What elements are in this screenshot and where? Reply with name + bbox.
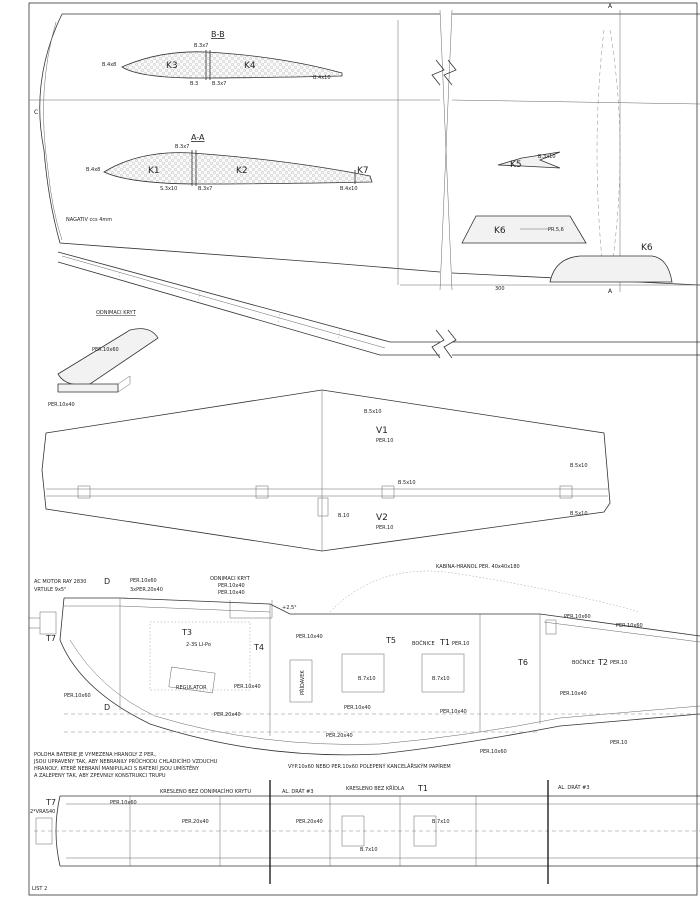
aa-label-1: B.3x7 <box>175 144 190 150</box>
top-per20x40-b: PER.20x40 <box>296 819 323 825</box>
tail-b5x10-c: B.5x10 <box>398 480 416 486</box>
per10x60-c: PER.10x60 <box>616 623 643 629</box>
dim-300: 300 <box>495 286 505 292</box>
t7-label: T7 <box>46 634 56 643</box>
k6-dim: PR.5,6 <box>548 227 564 233</box>
k5-dim: B.3x10 <box>538 154 556 160</box>
tail-b5x10-d: B.5x10 <box>570 511 588 517</box>
section-bb-title: B-B <box>211 30 225 39</box>
per10x40-d: PER.10x40 <box>560 691 587 697</box>
cover-label-2: PER.10x40 <box>48 402 75 408</box>
k6-side-label: K6 <box>641 243 653 253</box>
aa-label-k7: K7 <box>357 166 369 176</box>
t1-top-label: T1 <box>418 784 428 793</box>
pridavek-label: PŘÍDAVEK <box>300 670 306 695</box>
k6-label: K6 <box>494 226 506 236</box>
per10x60-a: PER.10x60 <box>64 693 91 699</box>
bb-label-1: B.3x7 <box>194 43 209 49</box>
aa-label-6: B.3x7 <box>198 186 213 192</box>
t1-per: PER.10 <box>452 641 470 647</box>
per10-end: PER.10 <box>610 740 628 746</box>
parts-k5-k6 <box>462 152 672 282</box>
motor-label-2: VRTULE 9x5" <box>34 587 67 593</box>
section-aa-title: A-A <box>191 133 205 142</box>
fuselage-top <box>30 780 700 884</box>
top-b7x10-a: B.7x10 <box>432 819 450 825</box>
bb-label-6: B.4x10 <box>313 75 331 81</box>
mark-a-top: A <box>608 3 613 10</box>
tail-b10: B.10 <box>338 513 350 519</box>
kryt-b: PER.10x40 <box>218 590 245 596</box>
cover-title: ODNIMACI KRYT <box>96 310 136 316</box>
wing-planform <box>29 3 700 295</box>
cover-label-1: PER.10x60 <box>92 347 119 353</box>
per10x40-c: PER.10x40 <box>440 709 467 715</box>
t3-label: T3 <box>182 628 192 637</box>
mark-c: C <box>34 109 39 116</box>
bb-label-5: B.3x7 <box>212 81 227 87</box>
t3-battery: 2-3S LI-Po <box>186 642 211 648</box>
aa-label-0: B.4x8 <box>86 167 101 173</box>
tail-b5x10-a: B.5x10 <box>364 409 382 415</box>
aa-label-7: B.4x10 <box>340 186 358 192</box>
al-wire-1: AL. DRÁT #3 <box>282 789 314 795</box>
aa-label-5: S.3x10 <box>160 186 178 192</box>
tail-b5x10-b: B.5x10 <box>570 463 588 469</box>
negative-note: NAGATIV ccs 4mm <box>66 217 113 223</box>
bb-label-k3: K3 <box>166 61 178 71</box>
sheet-number: LIST 2 <box>32 886 48 892</box>
spar-3x: 3xPER.20x40 <box>130 587 163 593</box>
t5-label: T5 <box>386 636 396 645</box>
b7x10-side-a: B.7x10 <box>358 676 376 682</box>
top-left-label: 2*VRAS40 <box>30 809 56 815</box>
t4-label: T4 <box>254 643 264 652</box>
aa-label-k2: K2 <box>236 166 248 176</box>
kryt-a: PER.10x40 <box>218 583 245 589</box>
t4-per: PER.10x40 <box>296 634 323 640</box>
bocnice-t1: BOČNICE <box>412 641 435 647</box>
fuselage-side <box>28 564 700 779</box>
removable-cover <box>48 310 158 408</box>
bb-label-4: B.3 <box>190 81 199 87</box>
mark-a-bottom: A <box>608 288 613 295</box>
k5-label: K5 <box>510 160 522 170</box>
v2-label: V2 <box>376 513 388 523</box>
bb-label-0: B.4x8 <box>102 62 117 68</box>
bb-label-k4: K4 <box>244 61 256 71</box>
b7x10-side-b: B.7x10 <box>432 676 450 682</box>
v2-per: PER.10 <box>376 525 394 531</box>
top-b7x10-b: B.7x10 <box>360 847 378 853</box>
per10x40-a: PER.10x40 <box>234 684 261 690</box>
section-aa <box>86 133 372 192</box>
note-line-3: HRANOLY, KTERÉ NEBRANÍ MANIPULACI S BATERIÍ JSOU UMÍSTĚNY <box>34 766 199 772</box>
kabina-label: KABINA-HRANOL PER. 40x40x180 <box>436 564 520 570</box>
per10x40-b: PER.10x40 <box>344 705 371 711</box>
t2-per: PER.10 <box>610 660 628 666</box>
vyp-note: VYP.10x60 NEBO PER.10x60 POLEPENÝ KANCELÁŘSKÝM PAPÍREM <box>288 764 451 770</box>
per10x60-top: PER.10x60 <box>130 578 157 584</box>
al-wire-2: AL. DRÁT #3 <box>558 785 590 791</box>
note-line-2: JSOU UPRAVENY TAK, ABY NEBRANILY PRŮCHODU CHLADICÍHO VZDUCHU <box>34 759 218 765</box>
v1-label: V1 <box>376 426 388 436</box>
d-bottom-mark: D <box>104 703 111 712</box>
t6-label: T6 <box>518 658 528 667</box>
t7-top-label: T7 <box>46 798 56 807</box>
aa-label-k1: K1 <box>148 166 160 176</box>
per10x60-b: PER.10x60 <box>564 614 591 620</box>
per10x60-d: PER.10x60 <box>480 749 507 755</box>
section-bb <box>102 30 342 87</box>
note-line-4: A ZALEPENY TAK, ABY ZPEVNILY KONSTRUKCI TRUPU <box>34 773 166 779</box>
motor-label-1: AC MOTOR RAY 2830 <box>34 579 87 585</box>
regulator-label: REGULATOR <box>176 685 207 691</box>
kryt-label: ODNIMACI KRYT <box>210 576 250 582</box>
note-line-1: POLOHA BATERIE JE VYMEZENA HRANOLY Z PER., <box>34 752 157 758</box>
horizontal-tail <box>42 390 610 551</box>
per20x40-side-b: PER.20x40 <box>326 733 353 739</box>
d-top-mark: D <box>104 577 111 586</box>
t1-side-label: T1 <box>440 638 450 647</box>
v1-per: PER.10 <box>376 438 394 444</box>
top-per20x40-a: PER.20x40 <box>182 819 209 825</box>
no-wing-note: KRESLENO BEZ KŘÍDLA <box>346 786 405 792</box>
bocnice-t2: BOČNICE <box>572 660 595 666</box>
t2-label: T2 <box>598 658 608 667</box>
top-per10x60: PER.10x60 <box>110 800 137 806</box>
no-cover-note: KRESLENO BEZ ODNIMACÍHO KRYTU <box>160 789 251 795</box>
angle-label: +2,5° <box>282 605 297 611</box>
per20x40-side: PER.20x40 <box>214 712 241 718</box>
